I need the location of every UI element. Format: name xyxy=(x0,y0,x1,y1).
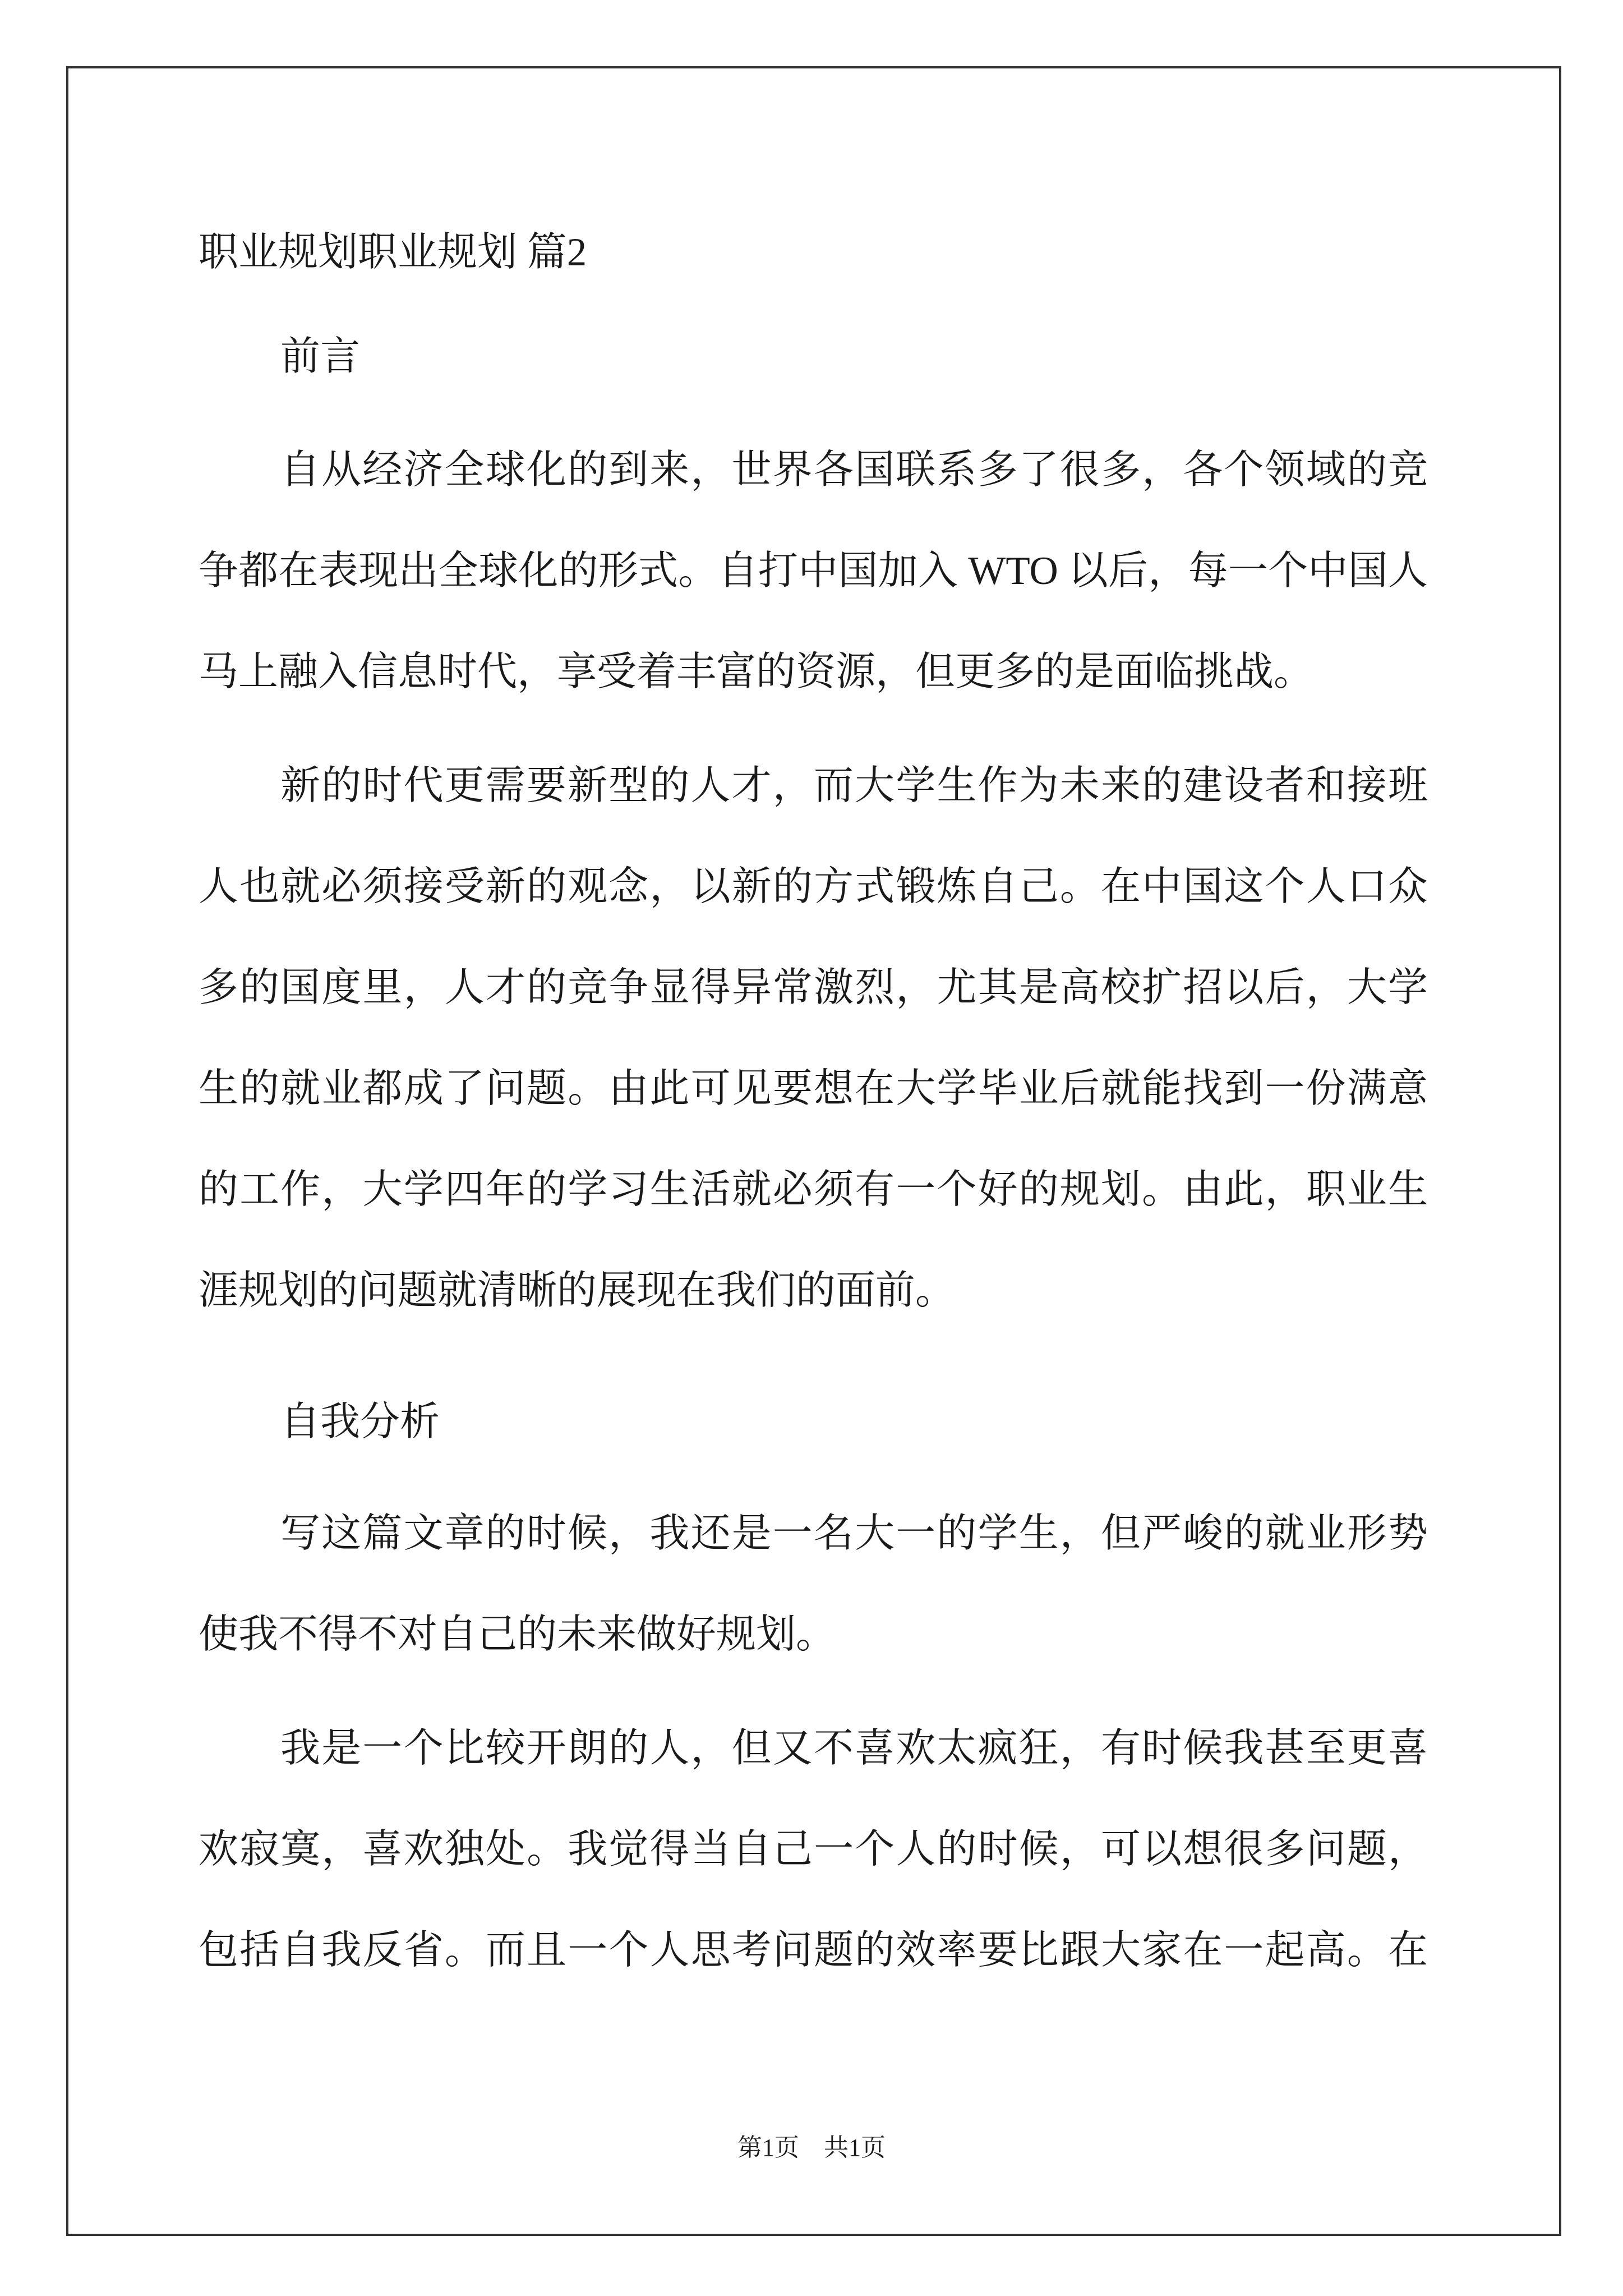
paragraph-line: 多的国度里，人才的竞争显得异常激烈，尤其是高校扩招以后，大学 xyxy=(199,966,1428,1010)
section-heading-text: 自我分析 xyxy=(280,1400,440,1444)
paragraph-line: 欢寂寞，喜欢独处。我觉得当自己一个人的时候，可以想很多问题， xyxy=(199,1828,1428,1871)
page-footer xyxy=(0,2131,1623,2165)
paragraph-writing-context xyxy=(199,1483,1428,1685)
paragraph-line: 我是一个比较开朗的人，但又不喜欢太疯狂，有时候我甚至更喜 xyxy=(280,1727,1428,1770)
paragraph-line: 使我不得不对自己的未来做好规划。 xyxy=(199,1613,836,1657)
document-title: 职业规划职业规划 篇2 xyxy=(199,231,587,274)
paragraph-line: 马上融入信息时代，享受着丰富的资源，但更多的是面临挑战。 xyxy=(199,650,1314,694)
section-heading-preface xyxy=(199,306,1428,407)
paragraph-line: 的工作，大学四年的学习生活就必须有一个好的规划。由此，职业生 xyxy=(199,1168,1428,1212)
paragraph-line: 自从经济全球化的到来，世界各国联系多了很多，各个领域的竞 xyxy=(280,448,1428,492)
paragraph-line: 写这篇文章的时候，我还是一名大一的学生，但严峻的就业形势 xyxy=(280,1512,1428,1556)
paragraph-personality xyxy=(199,1698,1428,2001)
paragraph-line: 生的就业都成了问题。由此可见要想在大学毕业后就能找到一份满意 xyxy=(199,1067,1428,1111)
paragraph-line: 争都在表现出全球化的形式。自打中国加入 WTO 以后，每一个中国人 xyxy=(199,549,1428,593)
section-heading-text: 前言 xyxy=(280,335,361,379)
paragraph-globalization xyxy=(199,420,1428,723)
paragraph-line: 新的时代更需要新型的人才，而大学生作为未来的建设者和接班 xyxy=(280,764,1428,808)
paragraph-line: 涯规划的问题就清晰的展现在我们的面前。 xyxy=(199,1269,956,1313)
section-heading-self-analysis xyxy=(199,1372,1428,1473)
paragraph-line: 人也就必须接受新的观念，以新的方式锻炼自己。在中国这个人口众 xyxy=(199,865,1428,909)
page-number: 第1页 xyxy=(737,2134,799,2161)
paragraph-new-era xyxy=(199,735,1428,1341)
paragraph-line: 包括自我反省。而且一个人思考问题的效率要比跟大家在一起高。在 xyxy=(199,1929,1428,1972)
page-total: 共1页 xyxy=(824,2134,886,2161)
